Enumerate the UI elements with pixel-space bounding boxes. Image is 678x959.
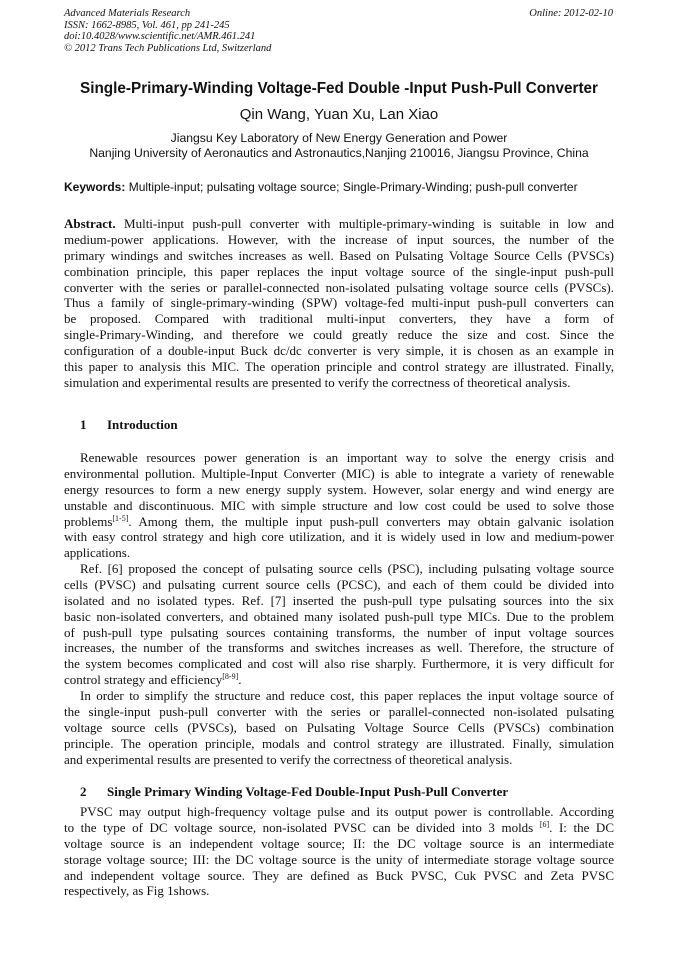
line-text: energy resources to form a new energy supply system. However, solar energy and wind energy are (64, 481, 614, 497)
section-heading-1 (80, 417, 178, 433)
text-line (64, 736, 614, 752)
line-text: configuration of a double-input Buck dc/dc converter is very simple, it is chosen as an example in (64, 343, 614, 359)
affiliation-line: Jiangsu Key Laboratory of New Energy Generation and Power (170, 131, 508, 145)
keywords-text: Multiple-input; pulsating voltage source; Single-Primary-Winding; push-pull converter (125, 180, 578, 194)
line-text: medium-power applications. However, with the increase of input sources, the number of the (64, 231, 614, 247)
doi-line: doi:10.4028/www.scientific.net/AMR.461.241 (64, 31, 256, 43)
text-line (64, 264, 614, 280)
line-text: and independent voltage source. They are defined as Buck PVSC, Cuk PVSC and Zeta PVSC (64, 867, 614, 883)
paper-title: Single-Primary-Winding Voltage-Fed Double -Input Push-Pull Converter (80, 80, 598, 97)
text-line (64, 720, 614, 736)
line-text: Ref. [6] proposed the concept of pulsating source cells (PSC), including pulsating voltage source (80, 561, 614, 576)
text-line (64, 311, 614, 327)
journal-name: Advanced Materials Research (64, 8, 191, 19)
line-text: the single-input push-pull converter with the series or parallel-connected non-isolated pulsating (64, 703, 614, 719)
text-line (64, 640, 614, 656)
text-line (64, 280, 614, 296)
line-text: cells (PVSC) and pulsating current source cells (PCSC), and each of them could be divided into (64, 576, 614, 592)
line-text: Multi-input push-pull converter with multiple-primary-winding is suitable in low and (115, 216, 614, 231)
line-text: converter with the series or parallel-connected non-isolated pulsating voltage source cells (PVSCs). (64, 279, 614, 295)
line-text: unstable and discontinuous. MIC with simple structure and low cost could be used to solve those (64, 497, 614, 513)
text-line (64, 529, 614, 545)
text-line (64, 804, 614, 820)
text-line (64, 545, 614, 561)
text-line (64, 450, 614, 466)
line-text: simulation and experimental results are presented to verify the correctness of theoretical analysis. (64, 374, 571, 390)
keywords-label: Keywords: (64, 180, 126, 194)
text-line (64, 820, 614, 836)
journal-header (64, 8, 271, 55)
text-line (64, 577, 614, 593)
online-date: Online: 2012-02-10 (529, 8, 613, 19)
text-line (64, 836, 614, 852)
text-line (64, 672, 614, 688)
text-line (64, 868, 614, 884)
text-line (64, 514, 614, 530)
line-text: voltage source is an independent voltage source; II: the DC voltage source is an intermediate (64, 835, 614, 851)
section-title: Single Primary Winding Voltage-Fed Double-Input Push-Pull Converter (107, 784, 509, 799)
line-text: Renewable resources power generation is an important way to solve the energy crisis and (80, 450, 614, 465)
text-line (64, 216, 614, 232)
text-line (64, 688, 614, 704)
text-line (64, 232, 614, 248)
line-text: respectively, as Fig 1shows. (64, 883, 210, 899)
text-line (64, 498, 614, 514)
text-line (64, 609, 614, 625)
line-text: increases, the number of the transforms and switches increases as well. Therefore, the structure of (64, 640, 614, 656)
line-text: primary windings and switches increases as well. Based on Pulsating Voltage Source Cells (PVSCs) (64, 247, 614, 263)
paragraph (64, 450, 614, 561)
line-text: with easy control strategy and high core utilization, and it is widely used in low and medium-power (64, 529, 614, 545)
citation: [8-9] (222, 672, 239, 682)
line-text: . (238, 672, 242, 688)
text-line (64, 343, 614, 359)
line-text: combination principle, this paper replaces the input voltage source of the single-input push-pull (64, 263, 614, 279)
line-text: principle. The operation principle, modals and control strategy are illustrated. Finally, simulation (64, 735, 614, 751)
citation: [6] (539, 819, 550, 829)
section-title: Introduction (107, 417, 178, 432)
citation: [1-5] (112, 513, 129, 523)
line-text: PVSC may output high-frequency voltage pulse and its output power is controllable. According (80, 804, 614, 819)
text-line (64, 248, 614, 264)
paragraph (64, 561, 614, 688)
section-heading-2 (80, 784, 508, 800)
line-text: and experimental results are presented to verify the correctness of theoretical analysis. (64, 751, 513, 767)
text-line (64, 359, 614, 375)
line-text: of push-pull type pulsating sources containing transforms, the number of input voltage sources (64, 624, 614, 640)
text-line (64, 375, 614, 391)
section-number: 2 (80, 784, 87, 799)
affiliation (0, 131, 678, 161)
line-text: Thus a family of single-primary-winding (SPW) voltage-fed multi-input push-pull converters can (64, 295, 614, 311)
authors: Qin Wang, Yuan Xu, Lan Xiao (239, 106, 439, 123)
line-text: basic non-isolated converters, and obtained many isolated push-pull type MICs. Due to the problem (64, 608, 614, 624)
text-line (64, 466, 614, 482)
issn-line: ISSN: 1662-8985, Vol. 461, pp 241-245 (64, 19, 230, 31)
line-text: be proposed. Compared with traditional multi-input converters, they have a form of (64, 311, 614, 327)
text-line (64, 852, 614, 868)
line-text: problems (64, 513, 113, 529)
text-line (64, 704, 614, 720)
line-text: voltage source cells (PVSCs), based on Pulsating Voltage Source Cells (PVSCs) combination (64, 719, 614, 735)
line-text: environmental pollution. Multiple-Input Converter (MIC) is able to integrate a variety of renewable (64, 465, 614, 481)
line-text: . I: the DC (549, 819, 614, 835)
text-line (64, 295, 614, 311)
text-line (64, 656, 614, 672)
text-line (64, 752, 614, 768)
line-text: single-Primary-Winding, and therefore we could greatly reduce the size and cost. Since the (64, 327, 614, 343)
section-number: 1 (80, 417, 87, 432)
text-line (64, 482, 614, 498)
text-line (64, 561, 614, 577)
line-text: this paper to analysis this MIC. The operation principle and control strategy are illustrated. Finally, (64, 359, 614, 375)
line-text: the system becomes complicated and cost will also rise sharply. Furthermore, it is very difficult for (64, 656, 614, 672)
abstract (64, 216, 614, 391)
abstract-label: Abstract. (64, 216, 116, 231)
affiliation-line: Nanjing University of Aeronautics and Astronautics,Nanjing 210016, Jiangsu Province, China (89, 146, 589, 160)
text-line (64, 883, 614, 899)
line-text: isolated and no isolated types. Ref. [7] inserted the push-pull type pulsating sources into the six (64, 592, 614, 608)
paragraph (64, 688, 614, 767)
text-line (64, 327, 614, 343)
line-text: storage voltage source; III: the DC voltage source is the unity of intermediate storage voltage source (64, 851, 614, 867)
copyright-line: © 2012 Trans Tech Publications Ltd, Switzerland (64, 43, 272, 55)
text-line (64, 593, 614, 609)
line-text: to the type of DC voltage source, non-isolated PVSC can be divided into 3 molds (64, 819, 540, 835)
line-text: control strategy and efficiency (64, 672, 223, 688)
line-text: In order to simplify the structure and reduce cost, this paper replaces the input voltage source of (80, 688, 614, 703)
paragraph (64, 804, 614, 899)
keywords (64, 180, 578, 194)
line-text: . Among them, the multiple input push-pull converters may obtain galvanic isolation (128, 513, 614, 529)
text-line (64, 625, 614, 641)
line-text: applications. (64, 545, 131, 561)
